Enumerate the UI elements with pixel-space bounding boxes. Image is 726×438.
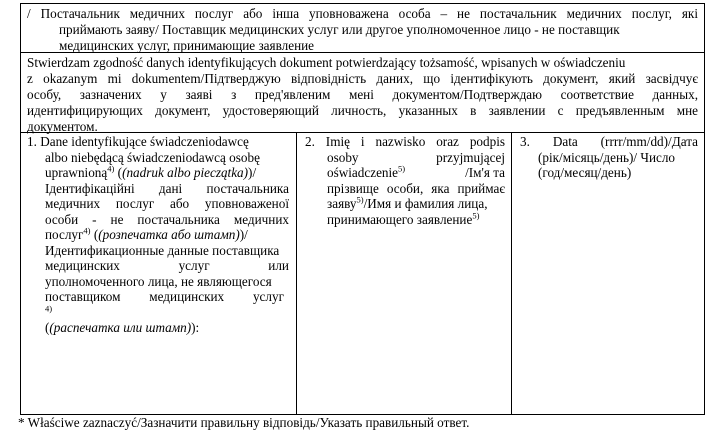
provider-ru-line-1: Идентификационные данные поставщика xyxy=(45,242,280,258)
footnote: * Właściwe zaznaczyć/Зазначити правильну відповідь/Указать правильный ответ. xyxy=(18,415,470,430)
receiver-uk-line-2: заяву$^{5)}$/Имя и фамилия лица, xyxy=(327,194,488,211)
provider-pl-line-2: albo niebędącą świadczeniodawcą osobę xyxy=(45,149,260,165)
signature-table xyxy=(20,132,705,415)
provider-uk-line-3: особи - не постачальника медичних xyxy=(45,211,289,227)
provider-pl-line-3: uprawnioną$^{4)}$ ((nadruk albo pieczątka))/ xyxy=(45,163,257,180)
provider-ru-line-5: ((распечатка или штамп)): xyxy=(45,320,200,335)
receiver-line-2: приймають заяву/ Поставщик медицинских услуг или другое уполномоченное лицо - не поставщик xyxy=(59,22,620,37)
confirmation-line-2: z okazanym mi dokumentem/Підтверджую відповідність даних, що ідентифікують документ, який засвідчує xyxy=(27,71,698,86)
receiver-pl-line-3: oświadczenie$^{5)}$ /Ім'я та xyxy=(327,163,505,180)
confirmation-line-1: Stwierdzam zgodność danych identyfikujących dokument potwierdzający tożsamość, wpisanych w oświadczeniu xyxy=(27,55,626,70)
date-cell[interactable] xyxy=(512,133,704,414)
provider-ru-line-3: уполномоченного лица, не являющегося xyxy=(45,273,272,289)
receiver-line-1: / Постачальник медичних послуг або інша уповноважена особа – не постачальник медичних послуг, які xyxy=(27,6,698,21)
date-label-line-2: (рік/місяць/день)/ Число xyxy=(538,149,676,165)
provider-ru-line-4: поставщиком медицинских услуг$^{4)}$ xyxy=(45,289,284,314)
receiver-line-3: медицинских услуг, принимающие заявление xyxy=(59,38,315,53)
provider-uk-line-2: медичних послуг або уповноваженої xyxy=(45,196,289,211)
receiver-pl-line-1: 2. Imię i nazwisko oraz podpis xyxy=(305,134,505,149)
receiver-pl-line-2: osoby przyjmującej xyxy=(327,149,505,165)
confirmation-line-4: идентифицирующих документ, удостоверяющий личность, указанных в заявлении с предъявленным мне xyxy=(27,103,698,118)
provider-identification-cell[interactable] xyxy=(21,133,297,414)
date-label-line-3: (год/месяц/день) xyxy=(538,165,632,180)
provider-ru-line-2: медицинских услуг или xyxy=(45,258,289,273)
provider-uk-line-1: Ідентифікаційні дані постачальника xyxy=(45,180,289,196)
receiver-name-signature-cell[interactable] xyxy=(297,133,512,414)
identity-confirmation-row xyxy=(20,52,705,133)
receiver-uk-line-1: прізвище особи, яка приймає xyxy=(327,180,505,196)
date-label-line-1: 3. Data (rrrr/mm/dd)/Дата xyxy=(520,134,698,149)
provider-uk-line-4: послуг$^{4)}$ ((розпечатка або штамп))/ xyxy=(45,225,248,242)
provider-pl-line-1: 1. Dane identyfikujące świadczeniodawcę xyxy=(27,134,249,149)
confirmation-line-3: особу, зазначених у заяві з пред'явленим мені документом/Подтверждаю соответствие данных, xyxy=(27,87,698,102)
receiver-heading-row xyxy=(20,3,705,53)
receiver-ru-line-1: принимающего заявление$^{5)}$ xyxy=(327,210,480,227)
confirmation-line-5: документом. xyxy=(27,119,98,134)
